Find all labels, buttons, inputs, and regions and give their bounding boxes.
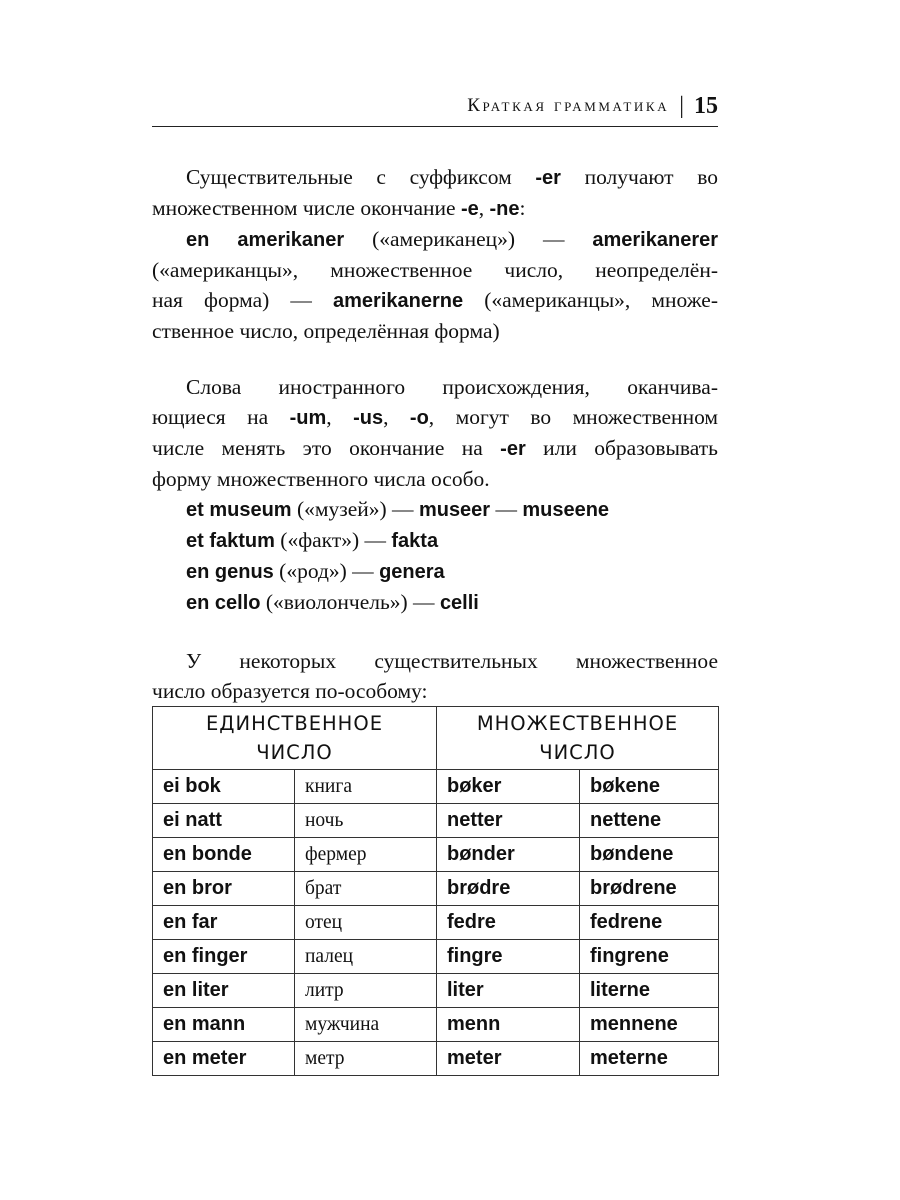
- example-gloss: («виолончель») —: [260, 590, 440, 614]
- translation-cell: фермер: [295, 838, 437, 872]
- singular-cell: ei bok: [153, 770, 295, 804]
- header-singular: [153, 707, 437, 770]
- plural-indefinite-cell: fingre: [437, 940, 580, 974]
- example-word: et museum: [186, 499, 292, 521]
- text-line: [152, 193, 718, 224]
- example-gloss: («факт») —: [274, 528, 392, 552]
- example-line: [152, 525, 718, 556]
- example-plural: fakta: [391, 530, 439, 552]
- singular-cell: en finger: [153, 940, 295, 974]
- text-run: числе менять это окончание на: [152, 436, 501, 460]
- bold-term: -us: [353, 407, 384, 429]
- text-run: —: [490, 497, 523, 521]
- text-line: [152, 255, 718, 285]
- table-row: [153, 1042, 719, 1076]
- bold-term: -er: [500, 438, 526, 460]
- header-line: МНОЖЕСТВЕННОЕ: [476, 712, 679, 735]
- translation-cell: книга: [295, 770, 437, 804]
- example-gloss: («род») —: [273, 559, 380, 583]
- example-word: et faktum: [186, 530, 275, 552]
- example-plural-definite: museene: [522, 499, 610, 521]
- text-run: Существительные с суффиксом: [186, 165, 536, 189]
- bold-term: -o: [409, 407, 429, 429]
- singular-cell: en bonde: [153, 838, 295, 872]
- text-line: [152, 162, 718, 193]
- translation-cell: палец: [295, 940, 437, 974]
- text-line: [152, 433, 718, 464]
- translation-cell: ночь: [295, 804, 437, 838]
- text-line: число образуется по-особому:: [152, 679, 428, 703]
- translation-cell: брат: [295, 872, 437, 906]
- example-line: [152, 494, 718, 525]
- text-run: , могут во множественном: [428, 405, 719, 429]
- example-plural: genera: [379, 561, 445, 583]
- singular-cell: en meter: [153, 1042, 295, 1076]
- plural-indefinite-cell: meter: [437, 1042, 580, 1076]
- text-line: [152, 224, 718, 255]
- translation-cell: литр: [295, 974, 437, 1008]
- plural-definite-cell: bøkene: [580, 770, 719, 804]
- text-line: [152, 402, 718, 433]
- bold-term: -ne: [489, 198, 520, 220]
- text-run: получают во: [560, 165, 718, 189]
- text-run: :: [519, 196, 526, 220]
- text-run: («американцы», множе-: [463, 288, 718, 312]
- table-header-row: [153, 707, 719, 770]
- header-separator: |: [679, 92, 684, 119]
- paragraph-irregular-plurals: [152, 646, 718, 706]
- text-run: ,: [383, 405, 410, 429]
- example-line: [152, 587, 718, 618]
- table-row: [153, 872, 719, 906]
- plural-indefinite-cell: liter: [437, 974, 580, 1008]
- table-row: [153, 974, 719, 1008]
- singular-cell: en mann: [153, 1008, 295, 1042]
- text-line: У некоторых существительных множественное: [186, 649, 718, 673]
- text-run: («американцы», множественное число, неопределён-: [152, 258, 718, 282]
- example-plural: museer: [418, 499, 491, 521]
- plural-definite-cell: literne: [580, 974, 719, 1008]
- plural-definite-cell: brødrene: [580, 872, 719, 906]
- translation-cell: отец: [295, 906, 437, 940]
- plural-definite-cell: fedrene: [580, 906, 719, 940]
- irregular-plural-table: [152, 706, 719, 1076]
- bold-term: -e: [460, 198, 479, 220]
- plural-indefinite-cell: fedre: [437, 906, 580, 940]
- running-head: [152, 86, 718, 127]
- singular-cell: en bror: [153, 872, 295, 906]
- text-run: или образовывать: [525, 436, 718, 460]
- example-gloss: («музей») —: [291, 497, 419, 521]
- plural-definite-cell: fingrene: [580, 940, 719, 974]
- translation-cell: мужчина: [295, 1008, 437, 1042]
- singular-cell: en liter: [153, 974, 295, 1008]
- paragraph-suffix-er: [152, 162, 718, 346]
- plural-definite-cell: bøndene: [580, 838, 719, 872]
- text-run: множественном числе окончание: [152, 196, 461, 220]
- plural-indefinite-cell: bønder: [437, 838, 580, 872]
- text-line: [152, 285, 718, 316]
- text-run: ющиеся на: [152, 405, 290, 429]
- table-row: [153, 906, 719, 940]
- table-row: [153, 770, 719, 804]
- example-word: en cello: [186, 592, 261, 614]
- header-line: ЕДИНСТВЕННОЕ: [205, 712, 384, 735]
- bold-term: -um: [289, 407, 327, 429]
- page-number: 15: [694, 92, 718, 119]
- singular-cell: ei natt: [153, 804, 295, 838]
- text-run: Слова иностранного происхождения, оканчива-: [186, 375, 718, 399]
- plural-definite-cell: mennene: [580, 1008, 719, 1042]
- text-line: [152, 372, 718, 402]
- table-row: [153, 940, 719, 974]
- bold-term: en amerikaner: [186, 229, 345, 251]
- paragraph-foreign-words: [152, 372, 718, 618]
- plural-indefinite-cell: brødre: [437, 872, 580, 906]
- example-line: [152, 556, 718, 587]
- text-run: ,: [478, 196, 490, 220]
- plural-indefinite-cell: bøker: [437, 770, 580, 804]
- example-word: en genus: [186, 561, 274, 583]
- text-run: форму множественного числа особо.: [152, 467, 490, 491]
- text-line: [152, 464, 718, 494]
- header-plural: [437, 707, 719, 770]
- plural-definite-cell: meterne: [580, 1042, 719, 1076]
- plural-indefinite-cell: netter: [437, 804, 580, 838]
- text-run: ственное число, определённая форма): [152, 319, 500, 343]
- bold-term: amerikanerer: [592, 229, 719, 251]
- plural-indefinite-cell: menn: [437, 1008, 580, 1042]
- table-row: [153, 1008, 719, 1042]
- table-row: [153, 804, 719, 838]
- example-plural: celli: [439, 592, 479, 614]
- bold-term: -er: [535, 167, 561, 189]
- bold-term: amerikanerne: [333, 290, 464, 312]
- text-line: [152, 316, 718, 346]
- singular-cell: en far: [153, 906, 295, 940]
- header-line: ЧИСЛО: [539, 741, 616, 764]
- text-run: ная форма) —: [152, 288, 334, 312]
- translation-cell: метр: [295, 1042, 437, 1076]
- header-line: ЧИСЛО: [256, 741, 333, 764]
- section-title: Краткая грамматика: [467, 95, 670, 116]
- plural-definite-cell: nettene: [580, 804, 719, 838]
- text-run: («американец») —: [344, 227, 593, 251]
- text-run: ,: [326, 405, 354, 429]
- table-row: [153, 838, 719, 872]
